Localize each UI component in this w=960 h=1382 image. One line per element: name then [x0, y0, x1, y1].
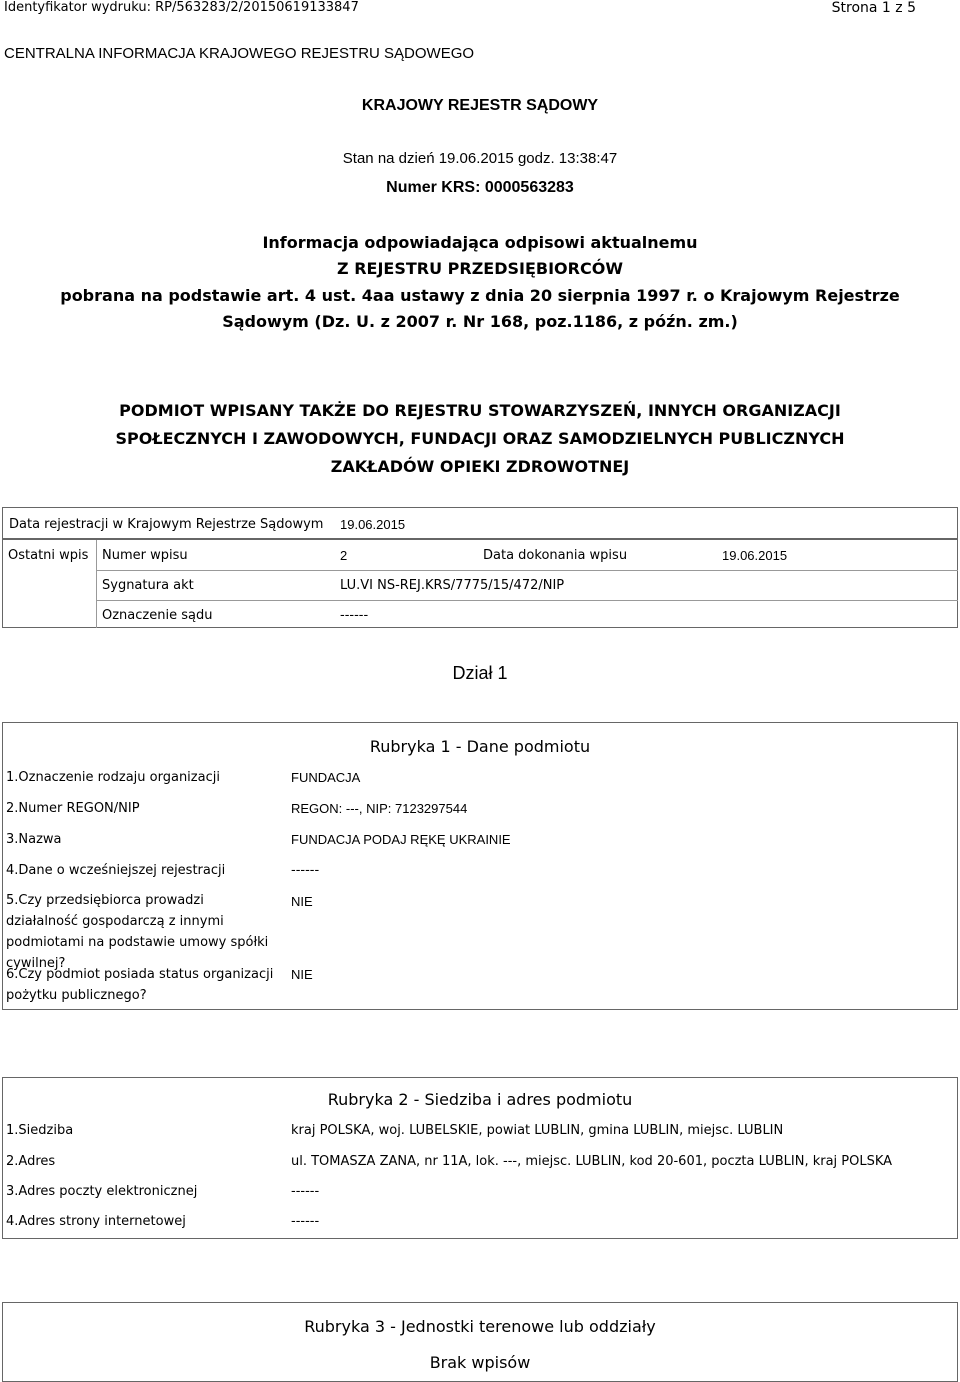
rubric-2-value-4: ------	[291, 1214, 320, 1229]
section-title: Dział 1	[452, 663, 508, 683]
info-line-2: Z REJESTRU PRZEDSIĘBIORCÓW	[337, 259, 623, 278]
entry-number-value: 2	[340, 548, 348, 563]
rubric-2-box	[2, 1077, 958, 1239]
rubric-1-value-6: NIE	[291, 967, 313, 982]
rubric-2-value-3: ------	[291, 1184, 320, 1199]
rubric-3-box	[2, 1302, 958, 1382]
rubric-1-label-5: 5.Czy przedsiębiorca prowadzi działalność gospodarczą z innymi podmiotami na podstawie umowy spółki cywilnej?	[6, 893, 269, 971]
rubric-1-label-3: 3.Nazwa	[6, 832, 62, 847]
krs-number: Numer KRS: 0000563283	[386, 179, 574, 196]
rubric-3-empty-note: Brak wpisów	[429, 1353, 531, 1372]
page-number: Strona 1 z 5	[831, 0, 916, 16]
rubric-1-value-3: FUNDACJA PODAJ RĘKĘ UKRAINIE	[291, 832, 511, 847]
rubric-3-title: Rubryka 3 - Jednostki terenowe lub oddziały	[304, 1317, 656, 1336]
rubric-1-label-4: 4.Dane o wcześniejszej rejestracji	[6, 863, 226, 878]
rubric-1-box	[2, 722, 958, 1010]
entry-number-label: Numer wpisu	[102, 548, 188, 563]
legal-basis-line-1: pobrana na podstawie art. 4 ust. 4aa ustawy z dnia 20 sierpnia 1997 r. o Krajowym Rejestrze	[60, 286, 900, 305]
registration-date-value: 19.06.2015	[340, 517, 406, 532]
rubric-2-title: Rubryka 2 - Siedziba i adres podmiotu	[327, 1090, 633, 1109]
completion-date-label: Data dokonania wpisu	[483, 548, 628, 563]
signature-label: Sygnatura akt	[102, 578, 194, 593]
rubric-1-label-2: 2.Numer REGON/NIP	[6, 801, 140, 816]
rubric-1-value-1: FUNDACJA	[291, 770, 361, 785]
rubric-2-label-1: 1.Siedziba	[6, 1123, 74, 1138]
info-line-1: Informacja odpowiadająca odpisowi aktualnemu	[262, 233, 698, 252]
registration-date-label: Data rejestracji w Krajowym Rejestrze Sądowym	[9, 517, 324, 532]
legal-basis-line-2: Sądowym (Dz. U. z 2007 r. Nr 168, poz.1186, z późn. zm.)	[222, 312, 738, 331]
rubric-1-value-5: NIE	[291, 894, 313, 909]
rubric-1-label-6: 6.Czy podmiot posiada status organizacji pożytku publicznego?	[6, 967, 274, 1003]
institution-name: CENTRALNA INFORMACJA KRAJOWEGO REJESTRU SĄDOWEGO	[4, 45, 475, 62]
rubric-2-label-2: 2.Adres	[6, 1154, 56, 1169]
rubric-1-title: Rubryka 1 - Dane podmiotu	[369, 737, 591, 756]
rubric-1-value-2: REGON: ---, NIP: 7123297544	[291, 801, 468, 816]
entity-note: PODMIOT WPISANY TAKŻE DO REJESTRU STOWARZYSZEŃ, INNYCH ORGANIZACJI SPOŁECZNYCH I ZAWODOWYCH, FUNDACJI ORAZ SAMODZIELNYCH PUBLICZNYCH ZAKŁADÓW OPIEKI ZDROWOTNEJ	[115, 401, 845, 476]
rubric-2-label-4: 4.Adres strony internetowej	[6, 1214, 186, 1229]
rubric-2-value-2: ul. TOMASZA ZANA, nr 11A, lok. ---, miejsc. LUBLIN, kod 20-601, poczta LUBLIN, kraj POLSKA	[291, 1154, 893, 1169]
document-title: KRAJOWY REJESTR SĄDOWY	[361, 97, 599, 114]
registration-date-row	[2, 507, 958, 539]
court-label: Oznaczenie sądu	[102, 608, 213, 623]
rubric-2-value-1: kraj POLSKA, woj. LUBELSKIE, powiat LUBLIN, gmina LUBLIN, miejsc. LUBLIN	[291, 1123, 784, 1138]
rubric-2-label-3: 3.Adres poczty elektronicznej	[6, 1184, 198, 1199]
print-identifier: Identyfikator wydruku: RP/563283/2/20150619133847	[4, 0, 359, 15]
completion-date-value: 19.06.2015	[722, 548, 788, 563]
rubric-1-label-1: 1.Oznaczenie rodzaju organizacji	[6, 770, 220, 785]
last-entry-block	[2, 539, 958, 628]
last-entry-label: Ostatni wpis	[8, 548, 89, 563]
signature-value: LU.VI NS-REJ.KRS/7775/15/472/NIP	[340, 578, 565, 593]
status-date: Stan na dzień 19.06.2015 godz. 13:38:47	[342, 150, 618, 167]
rubric-1-value-4: ------	[291, 863, 320, 878]
court-value: ------	[340, 608, 369, 623]
